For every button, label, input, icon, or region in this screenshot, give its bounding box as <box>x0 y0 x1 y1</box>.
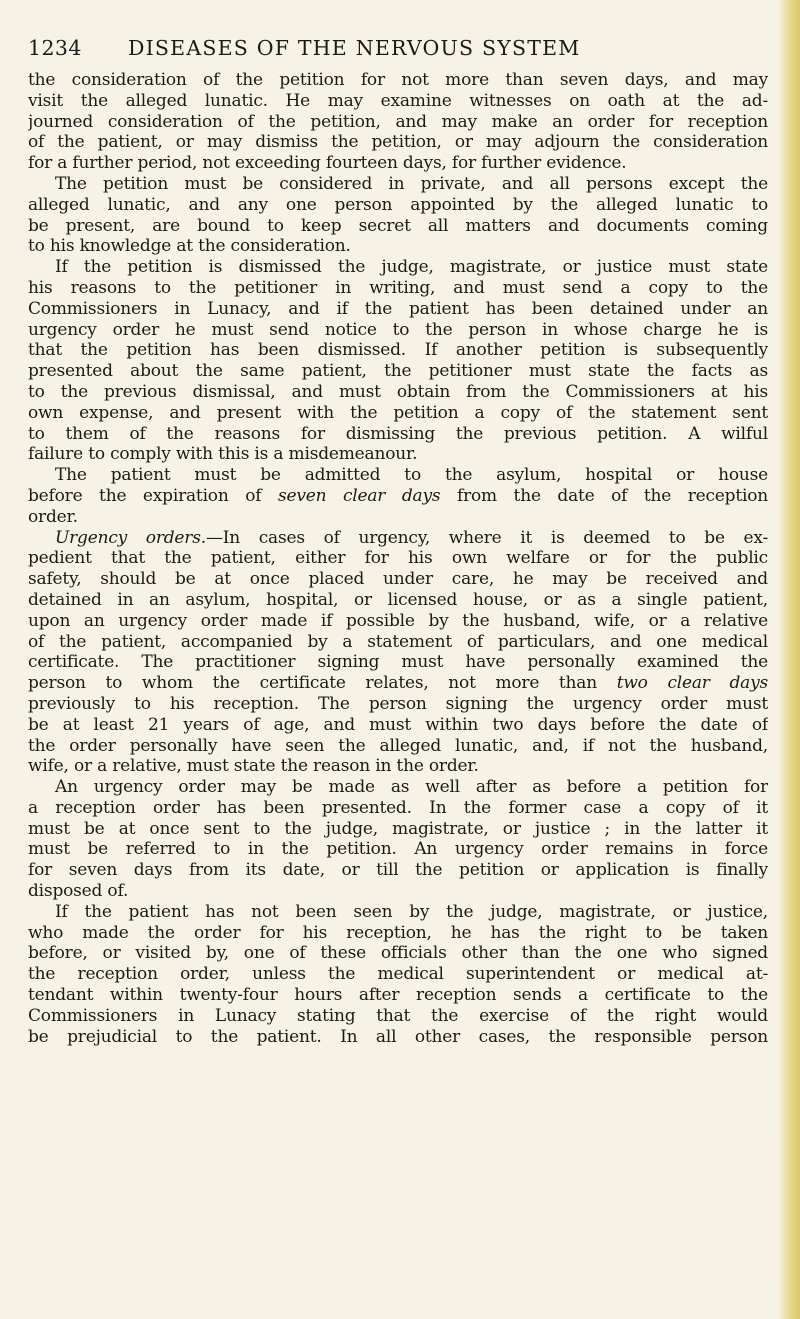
text-line: order. <box>28 506 78 527</box>
text-line: wife, or a relative, must state the reason in the order. <box>28 756 479 777</box>
text-line: safety, should be at once placed under care, he may be received and <box>28 569 768 590</box>
text-line: The patient must be admitted to the asylum, hospital or house <box>55 465 768 486</box>
text-line <box>28 673 768 694</box>
text-line: urgency order he must send notice to the person in whose charge he is <box>28 319 768 340</box>
text-line: to the previous dismissal, and must obtain from the Commissioners at his <box>28 381 768 402</box>
text-line: An urgency order may be made as well after as before a petition for <box>55 777 768 798</box>
text-line: to them of the reasons for dismissing the previous petition. A wilful <box>28 423 768 444</box>
text-line: Commissioners in Lunacy stating that the exercise of the right would <box>28 1005 768 1026</box>
text-line: upon an urgency order made if possible by the husband, wife, or a relative <box>28 610 768 631</box>
text-line <box>28 528 768 549</box>
text-line: before, or visited by, one of these officials other than the one who signed <box>28 943 768 964</box>
text-line: If the petition is dismissed the judge, magistrate, or justice must state <box>55 257 768 278</box>
page-header <box>28 36 768 66</box>
text-run: person to whom the certificate relates, not more than <box>28 673 617 694</box>
text-line: disposed of. <box>28 881 129 902</box>
text-line: be present, are bound to keep secret all matters and documents coming <box>28 215 768 236</box>
text-line: the consideration of the petition for not more than seven days, and may <box>28 70 768 90</box>
text-line: alleged lunatic, and any one person appointed by the alleged lunatic to <box>28 194 768 215</box>
text-line: the reception order, unless the medical superintendent or medical at- <box>28 964 768 985</box>
text-line: certificate. The practitioner signing must have personally examined the <box>28 652 768 673</box>
text-line: previously to his reception. The person signing the urgency order must <box>28 693 768 714</box>
text-line: own expense, and present with the petition a copy of the statement sent <box>28 402 768 423</box>
text-line: journed consideration of the petition, and may make an order for reception <box>28 111 768 132</box>
text-line: who made the order for his reception, he has the right to be taken <box>28 922 768 943</box>
text-line: visit the alleged lunatic. He may examine witnesses on oath at the ad- <box>28 90 768 111</box>
italic-phrase: seven clear days <box>277 485 441 506</box>
text-line: be at least 21 years of age, and must within two days before the date of <box>28 714 768 735</box>
text-line: a reception order has been presented. In the former case a copy of it <box>28 797 768 818</box>
text-line: detained in an asylum, hospital, or licensed house, or as a single patient, <box>28 589 768 610</box>
text-line: tendant within twenty-four hours after reception sends a certificate to the <box>28 985 768 1006</box>
text-run: from the date of the reception <box>440 485 768 506</box>
text-line: for a further period, not exceeding fourteen days, for further evidence. <box>28 153 627 174</box>
section-heading: Urgency orders. <box>55 527 206 548</box>
text-line: pedient that the patient, either for his own welfare or for the public <box>28 548 768 569</box>
text-line: The petition must be considered in private, and all persons except the <box>55 173 768 194</box>
text-line: be prejudicial to the patient. In all other cases, the responsible person <box>28 1026 768 1047</box>
body-text <box>28 70 768 1047</box>
text-line: the order personally have seen the alleged lunatic, and, if not the husband, <box>28 735 768 756</box>
text-line: of the patient, accompanied by a statement of particulars, and one medical <box>28 631 768 652</box>
text-run: —In cases of urgency, where it is deemed to be ex- <box>205 527 768 548</box>
text-line: his reasons to the petitioner in writing, and must send a copy to the <box>28 277 768 298</box>
text-line: must be referred to in the petition. An urgency order remains in force <box>28 839 768 860</box>
page-edge-shading <box>778 0 800 1319</box>
text-line: must be at once sent to the judge, magistrate, or justice ; in the latter it <box>28 818 768 839</box>
text-line: If the patient has not been seen by the judge, magistrate, or justice, <box>55 901 768 922</box>
running-title: DISEASES OF THE NERVOUS SYSTEM <box>128 36 581 60</box>
text-line: that the petition has been dismissed. If another petition is subsequently <box>28 340 768 361</box>
text-line <box>28 486 768 507</box>
text-line: presented about the same patient, the petitioner must state the facts as <box>28 361 768 382</box>
text-line: to his knowledge at the consideration. <box>28 236 351 257</box>
page-number: 1234 <box>28 36 82 60</box>
text-line: for seven days from its date, or till the petition or application is finally <box>28 860 768 881</box>
text-line: failure to comply with this is a misdemeanour. <box>28 444 418 465</box>
italic-phrase: two clear days <box>616 673 768 694</box>
text-line: of the patient, or may dismiss the petition, or may adjourn the consideration <box>28 132 768 153</box>
text-run: before the expiration of <box>28 485 278 506</box>
text-line: Commissioners in Lunacy, and if the patient has been detained under an <box>28 298 768 319</box>
